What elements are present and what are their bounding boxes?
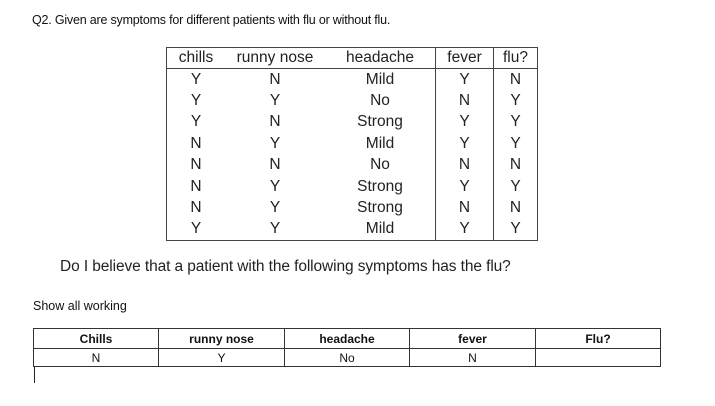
cell-fever: Y xyxy=(436,112,494,133)
cell-headache: Mild xyxy=(325,219,436,241)
cell-headache: No xyxy=(370,92,390,110)
cell-flu: N xyxy=(494,155,538,176)
answer-table-header xyxy=(34,329,661,349)
table-row xyxy=(167,219,538,241)
cell-chills: Y xyxy=(167,69,226,91)
cell-flu: Y xyxy=(494,90,538,111)
cell-runny-nose: N xyxy=(269,156,281,174)
answer-cell-headache[interactable]: No xyxy=(285,349,410,367)
cell-headache: Mild xyxy=(365,70,395,88)
cell-flu: Y xyxy=(494,133,538,154)
cell-chills: Y xyxy=(167,219,226,241)
cell-chills: N xyxy=(167,176,226,197)
cell-flu: Y xyxy=(494,176,538,197)
cell-fever: Y xyxy=(436,176,494,197)
answer-table xyxy=(33,328,661,367)
cell-headache: Strong xyxy=(357,199,403,217)
answer-cell-runny-nose[interactable]: Y xyxy=(159,349,285,367)
cell-headache: No xyxy=(370,156,390,174)
table-row xyxy=(167,133,538,154)
cell-runny-nose: Y xyxy=(269,199,281,217)
cell-runny-nose: Y xyxy=(269,134,281,152)
answer-header-chills: Chills xyxy=(34,329,159,349)
answer-cell-flu[interactable] xyxy=(536,349,661,367)
cell-flu: N xyxy=(494,69,538,91)
cell-headache: Strong xyxy=(357,113,403,131)
cell-runny-nose: N xyxy=(269,113,281,131)
cell-fever: Y xyxy=(436,219,494,241)
answer-header-fever: fever xyxy=(410,329,536,349)
cell-flu: N xyxy=(494,197,538,218)
cell-runny-nose: N xyxy=(269,70,281,88)
answer-header-runny-nose: runny nose xyxy=(159,329,285,349)
table-row xyxy=(167,197,538,218)
cell-flu: Y xyxy=(494,112,538,133)
cell-headache: Mild xyxy=(365,134,395,152)
answer-header-headache: headache xyxy=(285,329,410,349)
cell-runny-nose: Y xyxy=(225,219,325,241)
cell-headache: Strong xyxy=(357,177,403,195)
cell-fever: N xyxy=(436,197,494,218)
text-cursor[interactable] xyxy=(34,366,35,383)
cell-runny-nose: Y xyxy=(269,177,281,195)
header-flu: flu? xyxy=(494,48,538,69)
table-row xyxy=(167,90,538,111)
cell-fever: N xyxy=(436,90,494,111)
table-row xyxy=(167,69,538,91)
table-row xyxy=(167,112,538,133)
question-prompt: Do I believe that a patient with the following symptoms has the flu? xyxy=(60,258,511,275)
cell-chills: N xyxy=(167,197,226,218)
header-headache: headache xyxy=(325,48,436,69)
symptom-table xyxy=(166,47,538,241)
header-chills: chills xyxy=(167,48,226,69)
cell-fever: Y xyxy=(436,133,494,154)
answer-header-flu: Flu? xyxy=(536,329,661,349)
answer-cell-fever[interactable]: N xyxy=(410,349,536,367)
cell-flu: Y xyxy=(494,219,538,241)
cell-fever: Y xyxy=(436,69,494,91)
cell-chills: Y xyxy=(167,112,226,133)
cell-chills: N xyxy=(167,133,226,154)
cell-chills: N xyxy=(167,155,226,176)
symptom-table-header xyxy=(167,48,538,69)
table-row xyxy=(167,155,538,176)
working-label: Show all working xyxy=(33,299,127,313)
header-runny-nose: runny nose xyxy=(225,48,325,69)
cell-fever: N xyxy=(436,155,494,176)
cell-chills: Y xyxy=(167,90,226,111)
header-fever: fever xyxy=(436,48,494,69)
cell-runny-nose: Y xyxy=(269,92,281,110)
table-row xyxy=(167,176,538,197)
answer-cell-chills[interactable]: N xyxy=(34,349,159,367)
answer-table-row xyxy=(34,349,661,367)
question-text: Q2. Given are symptoms for different patients with flu or without flu. xyxy=(32,13,391,27)
